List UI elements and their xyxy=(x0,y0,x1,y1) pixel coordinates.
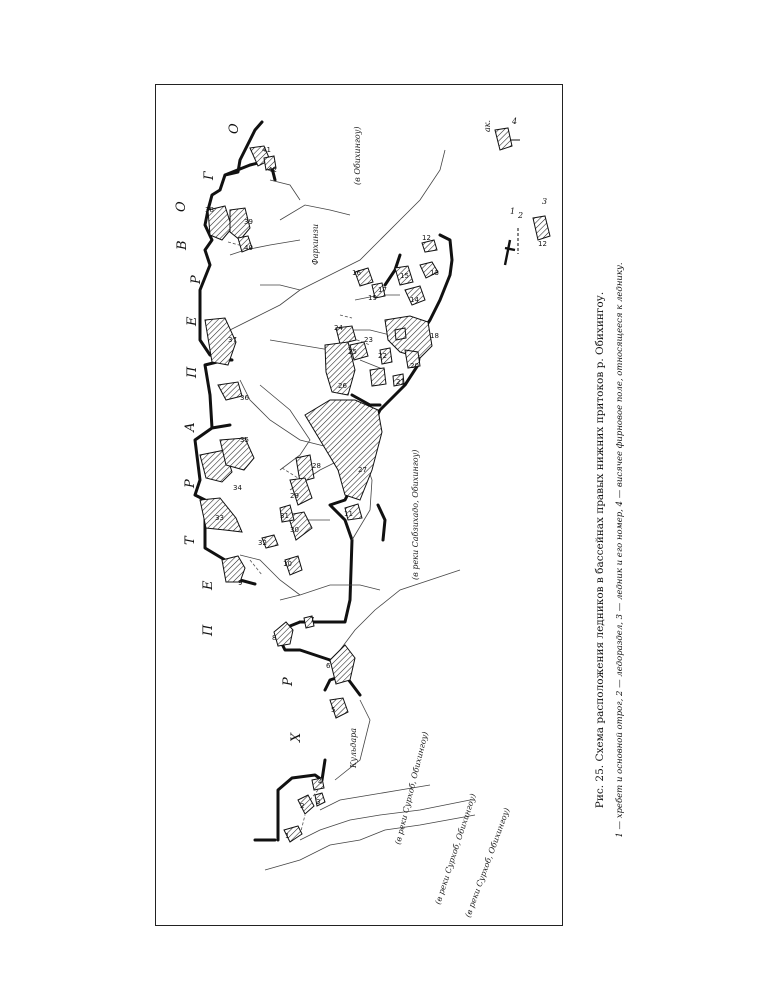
gnum-3: 3 xyxy=(316,798,321,806)
gnum-31: 31 xyxy=(280,512,289,520)
gnum-15: 15 xyxy=(400,272,409,280)
gnum-26: 26 xyxy=(338,382,347,390)
gnum-10: 10 xyxy=(283,560,292,568)
gnum-16: 16 xyxy=(352,269,361,277)
gnum-38: 38 xyxy=(205,206,214,214)
ridge-letter-4: Т xyxy=(183,536,198,545)
ridge-letter-13: О xyxy=(227,123,242,134)
gnum-27: 27 xyxy=(358,466,367,474)
gnum-6: 6 xyxy=(326,662,331,670)
gnum-7: 7 xyxy=(310,616,315,624)
gnum-14: 14 xyxy=(410,296,419,304)
gnum-20: 20 xyxy=(410,362,419,370)
caption-group xyxy=(594,292,606,808)
ridge-letter-2: П xyxy=(201,624,216,636)
legend-firn-label: ак. xyxy=(483,119,492,132)
ridge-letter-6: А xyxy=(183,422,198,432)
glacier-19 xyxy=(395,328,406,340)
gnum-11: 11 xyxy=(344,510,353,518)
glacier-23 xyxy=(370,368,386,386)
legend-item-3: 3 xyxy=(542,197,548,206)
gnum-25: 25 xyxy=(348,348,357,356)
gnum-33: 33 xyxy=(215,514,224,522)
ridge-letter-11: О xyxy=(174,201,189,212)
glacier-27 xyxy=(305,400,382,500)
river-label-obikhingou-top: (в Обихингоу) xyxy=(353,126,362,185)
ridge-letter-10: В xyxy=(175,240,190,250)
river-label-farkhinzi: Фархинзи xyxy=(311,224,320,265)
gnum-5: 5 xyxy=(331,706,336,714)
gnum-1: 1 xyxy=(285,832,290,840)
ridge-letter-3: Е xyxy=(201,580,216,590)
ridge-letter-12: Г xyxy=(202,171,217,180)
gnum-36: 36 xyxy=(240,394,249,402)
legend-glacier-symbol xyxy=(533,216,550,240)
legend-firn-symbol xyxy=(495,128,512,150)
ridge-letter-5: Р xyxy=(183,479,198,488)
gnum-18: 18 xyxy=(430,332,439,340)
ridge-letter-8: Е xyxy=(185,316,200,326)
gnum-13: 13 xyxy=(430,269,439,277)
gnum-41: 41 xyxy=(262,146,271,154)
glacier-number-labels xyxy=(205,146,439,840)
gnum-39: 39 xyxy=(244,218,253,226)
river-label-sabzikhado: (в реки Сабзихадо, Обихингоу) xyxy=(411,449,420,580)
gnum-9: 9 xyxy=(238,579,243,587)
caption-legend: 1 — хребет и основной отрог, 2 — ледораздел, 3 — ледник и его номер, 4 — висячее фирновое поле, относящееся к леднику. xyxy=(615,262,625,838)
ridge-letter-9: Р xyxy=(189,275,204,284)
river-label-surkhob-2: (в реки Сурхоб, Обихингоу) xyxy=(433,792,478,906)
glacier-36 xyxy=(218,382,242,400)
legend-glacier-number: 12 xyxy=(538,240,547,248)
gnum-23: 23 xyxy=(364,336,373,344)
gnum-30: 30 xyxy=(290,526,299,534)
gnum-37: 37 xyxy=(228,336,237,344)
legend xyxy=(483,117,550,265)
gnum-34: 34 xyxy=(233,484,242,492)
ridge-letter-1: Р xyxy=(281,677,296,686)
legend-item-4: 4 xyxy=(512,117,518,126)
gnum-32: 32 xyxy=(258,539,267,547)
river-label-surkhob-3: (в реки Сурхоб, Обихингоу) xyxy=(463,806,512,919)
ridge-letter-7: П xyxy=(185,366,200,378)
gnum-22: 22 xyxy=(378,352,387,360)
legend-item-1: 1 xyxy=(510,207,516,216)
gnum-17: 17 xyxy=(378,286,387,294)
ridge-letter-0: Х xyxy=(289,732,304,742)
gnum-4: 4 xyxy=(318,778,323,786)
legend-item-2: 2 xyxy=(518,211,524,220)
gnum-35: 35 xyxy=(240,436,249,444)
gnum-40: 40 xyxy=(244,244,253,252)
river-label-kuldara: Кульдара xyxy=(349,727,358,768)
river-label-surkhob-1: (в реки Сурхоб, Обихингоу) xyxy=(393,730,430,846)
gnum-19: 19 xyxy=(368,294,377,302)
gnum-24: 24 xyxy=(334,324,343,332)
gnum-21: 21 xyxy=(396,378,405,386)
gnum-29: 29 xyxy=(290,492,299,500)
legend-ridge-symbol xyxy=(505,240,515,265)
gnum-42: 42 xyxy=(268,166,277,174)
gnum-8: 8 xyxy=(272,634,277,642)
caption-legend-group xyxy=(614,262,625,837)
gnum-28: 28 xyxy=(312,462,321,470)
gnum-12: 12 xyxy=(422,234,431,242)
caption-title: Рис. 25. Схема расположения ледников в бассейнах правых нижних притоков р. Обихингоу. xyxy=(594,291,606,809)
gnum-2: 2 xyxy=(300,802,305,810)
